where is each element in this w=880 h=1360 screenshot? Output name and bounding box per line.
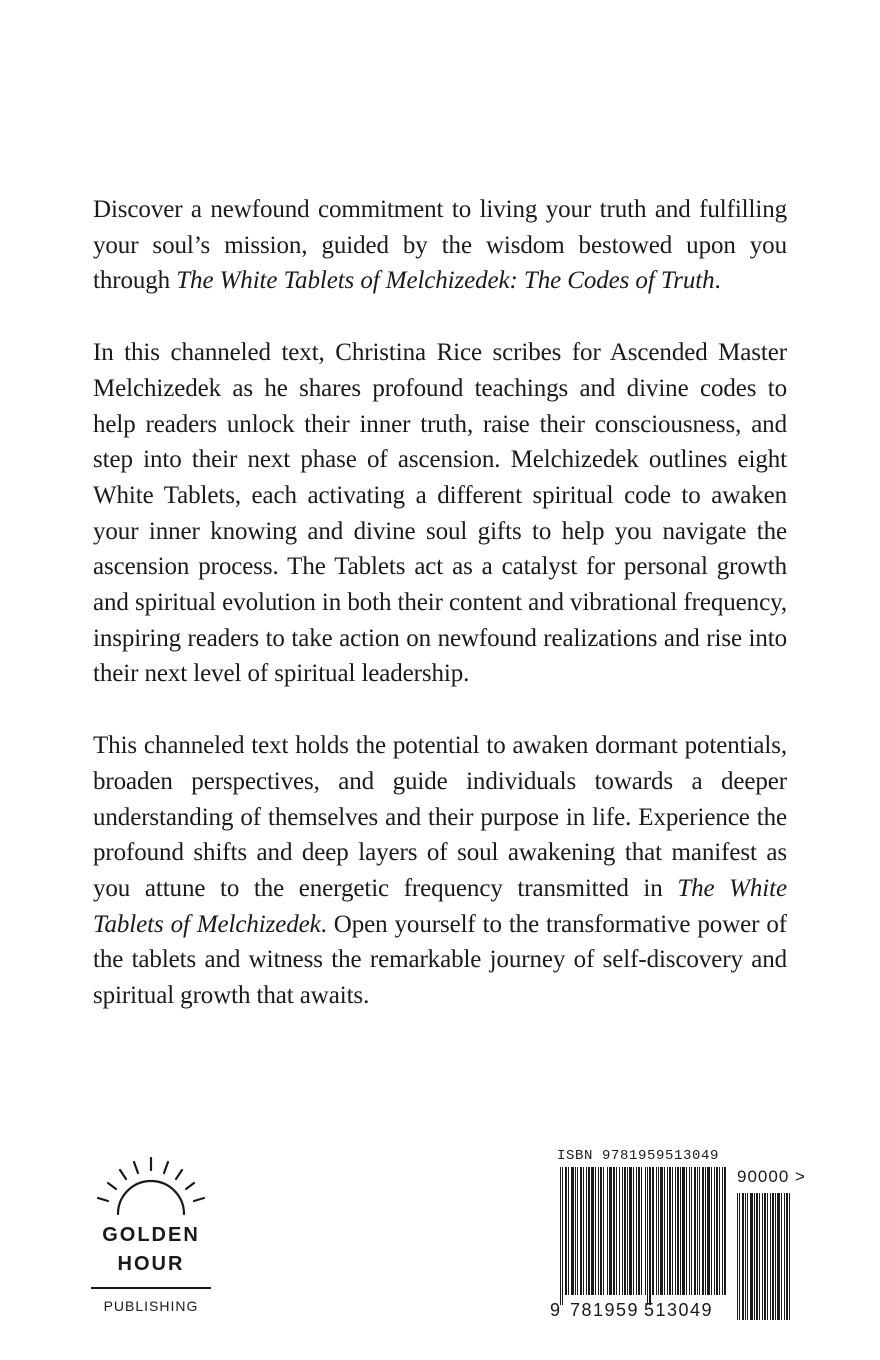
- barcode-bar: [641, 1167, 642, 1295]
- barcode-bar: [702, 1167, 704, 1295]
- addon-barcode-bar: [739, 1193, 740, 1320]
- addon-barcode-bar: [784, 1193, 785, 1320]
- barcode-bar: [664, 1167, 665, 1295]
- barcode-bar: [724, 1167, 726, 1295]
- barcode-bar: [603, 1167, 604, 1295]
- back-cover-blurb: [93, 192, 787, 1050]
- barcode-bar: [667, 1167, 668, 1295]
- rising-sun-icon: [88, 1150, 214, 1222]
- barcode-bar: [722, 1167, 723, 1295]
- addon-barcode-bar: [747, 1193, 748, 1320]
- addon-barcode-bar: [742, 1193, 744, 1320]
- addon-barcode-bar: [775, 1193, 776, 1320]
- barcode-bar: [586, 1167, 587, 1295]
- barcode-bar: [686, 1167, 687, 1295]
- barcode-left-digits: 781959: [570, 1300, 640, 1320]
- barcode-bar: [682, 1167, 685, 1295]
- addon-barcode-bar: [786, 1193, 788, 1320]
- blurb-p3-text: This channeled text holds the potential to awaken dormant potentials, broaden perspectives, and guide individuals towards a deeper understanding of themselves and their purpose in life. Experience the profound shifts and deep layers of soul awakening that manifest as you attune to the energetic frequency transmitted in: [93, 732, 787, 902]
- barcode-bar: [707, 1167, 710, 1295]
- barcode-bar: [716, 1167, 718, 1295]
- blurb-paragraph-2: In this channeled text, Christina Rice scribes for Ascended Master Melchizedek as he shares profound teachings and divine codes to help readers unlock their inner truth, raise their consciousness, and step into their next phase of ascension. Melchizedek outlines eight White Tablets, each activating a different spiritual code to awaken your inner knowing and divine soul gifts to help you navigate the ascension process. The Tablets act as a catalyst for personal growth and spiritual evolution in both their content and vibrational frequency, inspiring readers to take action on newfound realizations and rise into their next level of spiritual leadership.: [93, 339, 787, 688]
- book-title-full: The White Tablets of Melchizedek: The Codes of Truth: [176, 267, 715, 295]
- barcode-bar: [714, 1167, 715, 1295]
- addon-barcode-bar: [745, 1193, 746, 1320]
- addon-barcode-bar: [772, 1193, 774, 1320]
- addon-barcode-bar: [767, 1193, 768, 1320]
- barcode-bar: [652, 1167, 654, 1295]
- isbn-barcode: [540, 1145, 840, 1330]
- price-code: 90000 >: [737, 1167, 806, 1186]
- barcode-bar: [560, 1167, 561, 1305]
- barcode-bar: [694, 1167, 696, 1295]
- barcode-bar: [647, 1167, 648, 1305]
- barcode-bar: [577, 1167, 578, 1295]
- barcode-bar: [609, 1167, 612, 1295]
- barcode-bar: [619, 1167, 620, 1295]
- publisher-name-line2: HOUR: [117, 1253, 185, 1275]
- blurb-p1-end: .: [714, 267, 721, 295]
- barcode-right-digits: 513049: [644, 1300, 714, 1320]
- barcode-bar: [591, 1167, 594, 1295]
- barcode-bar: [689, 1167, 690, 1295]
- barcode-bar: [677, 1167, 679, 1295]
- barcode-bar: [699, 1167, 700, 1295]
- barcode-bar: [595, 1167, 596, 1295]
- barcode-bar: [636, 1167, 637, 1295]
- barcode-bar: [629, 1167, 632, 1295]
- addon-barcode-bar: [781, 1193, 782, 1320]
- publisher-name-line3: PUBLISHING: [103, 1298, 199, 1314]
- blurb-p1-text: Discover a newfound commitment to living your truth and fulfilling your soul’s mission, guided by the wisdom bestowed upon you through: [93, 196, 787, 295]
- barcode-bar: [705, 1167, 706, 1295]
- barcode-bar: [691, 1167, 692, 1295]
- addon-barcode-bar: [759, 1193, 760, 1320]
- addon-barcode-bar: [777, 1193, 780, 1320]
- blurb-paragraph-1: [93, 192, 787, 299]
- addon-barcode-bar: [756, 1193, 758, 1320]
- barcode-bar: [624, 1167, 626, 1295]
- publisher-name-line1: GOLDEN: [102, 1224, 200, 1246]
- barcode-bar: [622, 1167, 623, 1295]
- addon-barcode-bar: [764, 1193, 766, 1320]
- barcode-bar: [660, 1167, 663, 1295]
- barcode-bar: [658, 1167, 659, 1295]
- isbn-label: ISBN 9781959513049: [557, 1148, 720, 1164]
- barcode-bar: [598, 1167, 599, 1295]
- addon-barcode-bar: [770, 1193, 771, 1320]
- barcode-bar: [607, 1167, 608, 1295]
- barcode-bar: [580, 1167, 582, 1295]
- logo-divider: [91, 1287, 211, 1289]
- barcode-bar: [649, 1167, 651, 1305]
- barcode-bar: [616, 1167, 617, 1295]
- barcode-bar: [600, 1167, 602, 1295]
- book-title-short: The White Tablets of Melchizedek: [93, 874, 787, 938]
- addon-barcode-bar: [754, 1193, 755, 1320]
- publisher-logo: [88, 1150, 214, 1320]
- barcode-bar: [565, 1167, 567, 1295]
- barcode-bar: [669, 1167, 671, 1295]
- blurb-paragraph-3: [93, 728, 787, 1014]
- barcode-bar: [571, 1167, 574, 1295]
- barcode-bar: [562, 1167, 563, 1305]
- barcode-bar: [638, 1167, 640, 1295]
- barcode-bar: [633, 1167, 634, 1295]
- barcode-bar: [627, 1167, 628, 1295]
- barcode-bar: [588, 1167, 590, 1295]
- barcode-bar: [656, 1167, 657, 1295]
- barcode-lead-digit: 9: [550, 1300, 562, 1320]
- addon-barcode-bar: [750, 1193, 753, 1320]
- barcode-bar: [711, 1167, 712, 1295]
- barcode-bar: [583, 1167, 584, 1295]
- addon-barcode-bar: [737, 1193, 738, 1320]
- barcode-bar: [675, 1167, 676, 1295]
- barcode-bar: [575, 1167, 576, 1295]
- barcode-bar: [672, 1167, 673, 1295]
- addon-barcode-bar: [762, 1193, 763, 1320]
- barcode-bar: [719, 1167, 720, 1295]
- barcode-bar: [613, 1167, 615, 1295]
- barcode-bar: [645, 1167, 646, 1295]
- barcode-bar: [697, 1167, 698, 1295]
- addon-barcode-bar: [789, 1193, 790, 1320]
- blurb-p3-end: . Open yourself to the transformative power of the tablets and witness the remarkable journey of self-discovery and spiritual growth that awaits.: [93, 910, 787, 1010]
- barcode-bar: [568, 1167, 569, 1295]
- barcode-bar: [680, 1167, 681, 1295]
